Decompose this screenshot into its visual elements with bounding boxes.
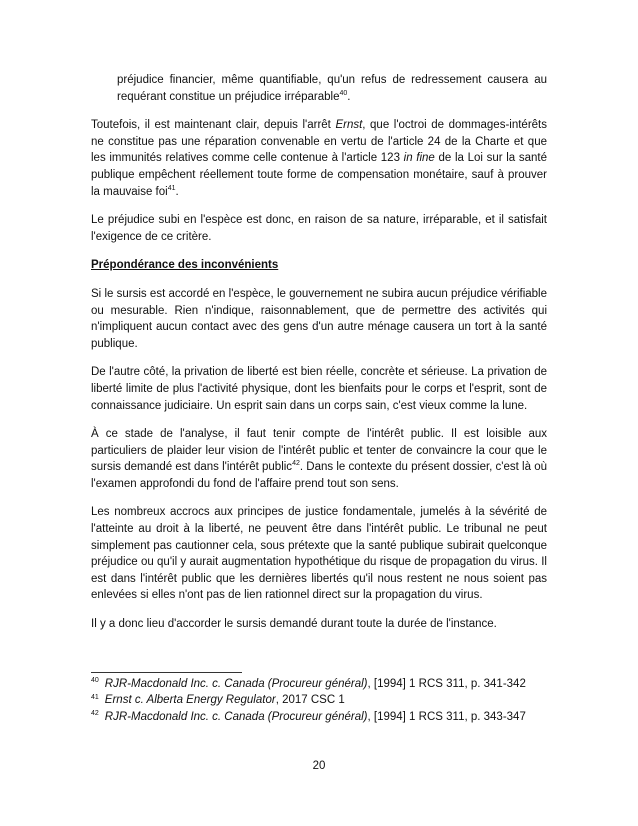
paragraph-conclusion: Il y a donc lieu d'accorder le sursis demandé durant toute la durée de l'instance. bbox=[91, 618, 497, 631]
case-name: Ernst bbox=[335, 119, 363, 132]
paragraph-liberty: De l'autre côté, la privation de liberté est bien réelle, concrète et sérieuse. La privation de liberté limite de plus l'activité physique, dont les bienfaits pour le corps et l'esprit, sont de connaissance judiciaire. Un esprit sain dans un corps sain, c'est vieux comme la lune. bbox=[91, 366, 547, 412]
paragraph-irreparable: Le préjudice subi en l'espèce est donc, en raison de sa nature, irréparable, et il satisfait l'exigence de ce critère. bbox=[91, 214, 547, 243]
footnote-divider bbox=[91, 672, 242, 673]
footnote-item: $^{40}$ RJR-Macdonald Inc. c. Canada (Procureur général), [1994] 1 RCS 311, p. 341-342 bbox=[91, 677, 526, 690]
page-number: 20 bbox=[312, 760, 326, 772]
paragraph-government: Si le sursis est accordé en l'espèce, le gouvernement ne subira aucun préjudice vérifiable ou mesurable. Rien n'indique, raisonnablement, que de permettre des activités qui n'impliquent aucun contact avec des gens d'un autre ménage causera un tort à la santé publique. bbox=[91, 287, 547, 350]
quote-paragraph: préjudice financier, même quantifiable, qu'un refus de redressement causera au requérant constitue un préjudice irréparable$^{40}$. bbox=[117, 74, 547, 103]
latin-term: in fine bbox=[403, 152, 435, 165]
footnotes bbox=[91, 676, 547, 725]
section-heading: Prépondérance des inconvénients bbox=[91, 259, 279, 272]
paragraph-text: préjudice financier, même quantifiable, qu'un refus de redressement causera au requérant constitue un préjudice irréparable bbox=[117, 74, 547, 103]
footnote-item: $^{41}$ Ernst c. Alberta Energy Regulator, 2017 CSC 1 bbox=[91, 693, 345, 707]
paragraph-fundamental-justice: Les nombreux accrocs aux principes de justice fondamentale, jumelés à la sévérité de l'atteinte au droit à la liberté, ne peuvent être dans l'intérêt public. Le tribunal ne peut simplement pas cautionner cela, sous prétexte que la santé publique subirait quelconque préjudice ou qu'il y aurait augmentation hypothétique du risque de propagation du virus. Il est dans l'intérêt public que les dernières libertés qu'il nous restent ne nous soient pas enlevées si elles n'ont pas de lien rationnel direct sur la propagation du virus. bbox=[91, 506, 547, 602]
footnote-ref-42[interactable]: 42 bbox=[292, 460, 300, 468]
footnote-ref-40[interactable]: 40 bbox=[339, 89, 348, 97]
paragraph-public-interest: À ce stade de l'analyse, il faut tenir compte de l'intérêt public. Il est loisible aux particuliers de plaider leur vision de l'intérêt public et tenter de convaincre la cour que le sursis demandé est dans l'intérêt public$^{42}$. Dans le contexte du présent dossier, c'est là où l'examen approfondi du fond de l'affaire prend tout son sens. bbox=[91, 428, 548, 490]
paragraph-ernst: Toutefois, il est maintenant clair, depuis l'arrêt Ernst, que l'octroi de dommages-intérêts ne constitue pas une réparation convenable en vertu de l'article 24 de la Charte et que les immunités relatives comme celle contenue à l'article 123 in fine de la Loi sur la santé publique empêchent réellement toute forme de compensation monétaire, sauf à prouver la mauvaise foi$^{41}$. bbox=[91, 119, 547, 198]
footnote-item: $^{42}$ RJR-Macdonald Inc. c. Canada (Procureur général), [1994] 1 RCS 311, p. 343-347 bbox=[91, 709, 526, 723]
document-body bbox=[91, 72, 547, 633]
footnote-ref-41[interactable]: 41 bbox=[167, 184, 176, 192]
